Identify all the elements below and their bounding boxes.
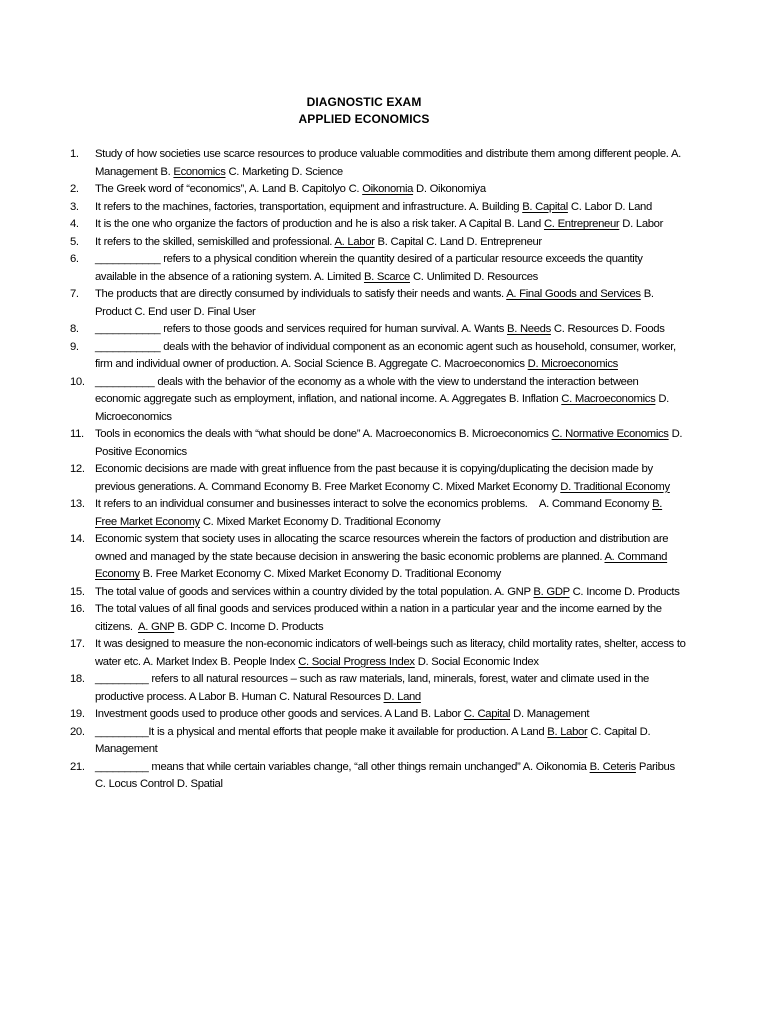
question-text: The Greek word of “economics”, A. Land B. Capitolyo C. — [95, 183, 363, 195]
question-number: 10. — [70, 375, 85, 388]
question-text: It was designed to measure the non-economic indicators of well-beings such as literacy, child mortality rates, shelter, access to water etc. A. Market Index B. People Index — [95, 638, 686, 668]
question-text: ___________ deals with the behavior of individual component as an economic agent such as household, consumer, worker, firm and individual owner of production. A. Social Science B. Aggregate C. Macroeconomics — [95, 340, 676, 370]
question-text: Study of how societies use scarce resources to produce valuable commodities and distribute them among different people. A. Management B. — [95, 148, 681, 178]
question-item — [0, 181, 768, 199]
underlined-answer: B. Needs — [507, 323, 551, 335]
question-item — [0, 426, 768, 461]
question-item — [0, 146, 768, 181]
question-text: Tools in economics the deals with “what should be done” A. Macroeconomics B. Microeconomics — [95, 428, 552, 440]
underlined-answer: D. Traditional Economy — [560, 480, 670, 493]
underlined-answer: Economics — [173, 165, 226, 178]
question-text: The products that are directly consumed by individuals to satisfy their needs and wants. — [95, 288, 507, 300]
underlined-answer: C. Macroeconomics — [561, 393, 656, 405]
underlined-answer: A. GNP — [138, 620, 175, 633]
underlined-answer: A. Command Economy — [95, 550, 668, 580]
question-text: C. Labor D. Land — [567, 200, 652, 213]
question-text: D. Management — [510, 708, 590, 720]
underlined-answer: B. Scarce — [363, 270, 410, 283]
question-item — [0, 584, 768, 602]
question-text: The total values of all final goods and services produced within a nation in a particular year and the income earned by the citizens. — [95, 603, 662, 633]
question-number: 1. — [70, 148, 79, 160]
question-text: It refers to the skilled, semiskilled and professional. — [95, 235, 335, 248]
question-number: 11. — [70, 428, 84, 440]
question-item — [0, 706, 768, 724]
question-text: _________ refers to all natural resources – such as raw materials, land, minerals, forest, water and climate used in the productive process. A Labor B. Human C. Natural Resources — [95, 673, 649, 703]
question-item — [0, 286, 768, 321]
question-text: It refers to an individual consumer and businesses interact to solve the economics problems. A. Command Economy — [95, 498, 653, 510]
question-number: 2. — [70, 183, 79, 195]
underlined-answer: A. Labor — [334, 235, 375, 248]
exam-title: DIAGNOSTIC EXAM — [306, 95, 422, 109]
underlined-answer: D. Microeconomics — [527, 358, 618, 370]
question-number: 16. — [70, 603, 85, 615]
question-text: __________ deals with the behavior of the economy as a whole with the view to understand the interaction between economic aggregate such as employment, inflation, and national income. A. Aggregates B. Inflation — [95, 375, 639, 405]
question-item — [0, 496, 768, 531]
question-number: 15. — [70, 585, 85, 598]
question-text: D. Social Economic Index — [414, 655, 539, 668]
question-item — [0, 199, 768, 217]
question-text: C. Marketing D. Science — [225, 165, 343, 178]
question-number: 21. — [70, 760, 85, 773]
question-number: 18. — [70, 673, 85, 685]
question-text: C. Capital D. Management — [95, 725, 651, 755]
underlined-answer: B. Free Market Economy — [95, 498, 663, 528]
question-number: 14. — [70, 533, 85, 545]
question-text: The total value of goods and services within a country divided by the total population. A. GNP — [95, 585, 534, 598]
question-list — [0, 146, 768, 794]
question-item — [0, 461, 768, 496]
question-number: 4. — [70, 218, 79, 230]
question-item — [0, 601, 768, 636]
question-number: 5. — [70, 235, 79, 248]
question-text: D. Labor — [619, 218, 664, 230]
question-number: 9. — [70, 340, 79, 353]
question-text: B. Product C. End user D. Final User — [95, 288, 654, 318]
question-text: C. Unlimited D. Resources — [410, 270, 538, 283]
question-text: D. Microeconomics — [95, 393, 669, 423]
exam-subject: APPLIED ECONOMICS — [298, 112, 430, 126]
question-text: Paribus C. Locus Control D. Spatial — [95, 760, 675, 790]
question-text: Economic decisions are made with great influence from the past because it is copying/duplicating the decision made by previous generations. A. Command Economy B. Free Market Economy C. Mixed Market Economy — [95, 463, 653, 493]
question-number: 8. — [70, 323, 79, 335]
question-text: D. Oikonomiya — [413, 183, 486, 195]
question-text: B. Free Market Economy C. Mixed Market Economy D. Traditional Economy — [139, 568, 501, 580]
question-text: _________ means that while certain variables change, “all other things remain unchanged” A. Oikonomia — [95, 760, 590, 773]
question-number: 12. — [70, 463, 85, 475]
underlined-answer: C. Capital — [463, 708, 511, 720]
question-text: C. Mixed Market Economy D. Traditional Economy — [199, 515, 441, 528]
question-text: B. GDP C. Income D. Products — [174, 620, 324, 633]
question-text: B. Capital C. Land D. Entrepreneur — [374, 235, 542, 248]
question-text: C. Resources D. Foods — [550, 323, 665, 335]
question-number: 19. — [70, 708, 85, 720]
question-item — [0, 234, 768, 252]
underlined-answer: C. Entrepreneur — [543, 218, 620, 230]
underlined-answer: C. Normative Economics — [551, 428, 669, 440]
question-text: It refers to the machines, factories, transportation, equipment and infrastructure. A. Building — [95, 200, 523, 213]
question-text: D. Positive Economics — [95, 428, 683, 458]
question-number: 17. — [70, 638, 85, 650]
underlined-answer: B. Ceteris — [589, 760, 636, 773]
question-number: 20. — [70, 725, 85, 738]
question-number: 13. — [70, 498, 85, 510]
question-text: Economic system that society uses in allocating the scarce resources wherein the factors of production and distribution are owned and managed by the state because decision in answering the basic economic problems are planned. — [95, 533, 669, 563]
question-number: 6. — [70, 253, 79, 265]
question-text: It is the one who organize the factors of production and he is also a risk taker. A Capital B. Land — [95, 218, 544, 230]
underlined-answer: D. Land — [383, 690, 421, 703]
question-item — [0, 724, 768, 759]
underlined-answer: A. Final Goods and Services — [506, 288, 641, 300]
question-item — [0, 759, 768, 794]
question-number: 7. — [70, 288, 79, 300]
question-item — [0, 374, 768, 427]
question-item — [0, 636, 768, 671]
question-text: ___________ refers to a physical condition wherein the quantity desired of a particular resource exceeds the quantity available in the absence of a rationing system. A. Limited — [95, 253, 643, 283]
question-item — [0, 321, 768, 339]
underlined-answer: B. Labor — [547, 725, 588, 738]
question-text: _________It is a physical and mental efforts that people make it available for production. A Land — [95, 725, 548, 738]
underlined-answer: C. Social Progress Index — [298, 655, 415, 668]
question-item — [0, 251, 768, 286]
underlined-answer: Oikonomia — [362, 183, 414, 195]
question-item — [0, 216, 768, 234]
question-item — [0, 671, 768, 706]
underlined-answer: B. Capital — [522, 200, 568, 213]
underlined-answer: B. GDP — [533, 585, 570, 598]
question-text: C. Income D. Products — [569, 585, 680, 598]
question-text: Investment goods used to produce other goods and services. A Land B. Labor — [95, 708, 464, 720]
question-number: 3. — [70, 200, 79, 213]
question-item — [0, 531, 768, 584]
question-item — [0, 339, 768, 374]
question-text: ___________ refers to those goods and services required for human survival. A. Wants — [95, 323, 508, 335]
